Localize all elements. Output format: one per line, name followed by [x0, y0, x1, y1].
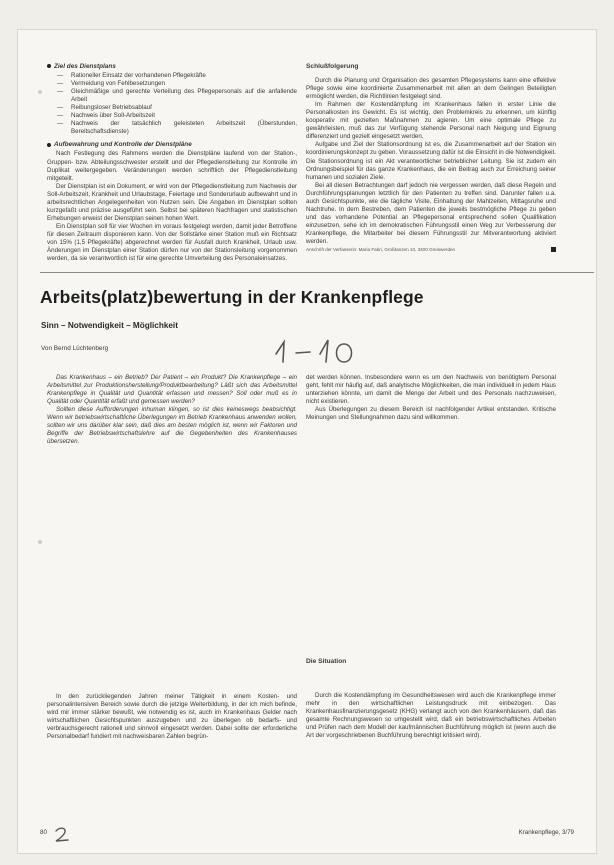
bullet-icon	[47, 143, 51, 147]
journal-reference: Krankenpflege, 3/79	[518, 829, 574, 836]
upper-left-column	[47, 63, 297, 263]
section-heading-goal: Ziel des Dienstplans	[47, 63, 297, 71]
section-heading-situation: Die Situation	[306, 658, 347, 665]
list-item: — Reibungsloser Betriebsablauf	[57, 104, 297, 112]
goal-list	[47, 72, 297, 136]
paragraph: Bei all diesen Betrachtungen darf jedoch nie vergessen werden, daß diese Regeln und Durchführungsplanungen letztlich für den Patienten zu treffen sind. Darunter fallen u.a. auch Gesichtspunkte, wie die tägliche Visite, Einhaltung der Mahlzeiten, Mittagsruhe und Nachtruhe. In dem Bestreben, dem Patienten die jeweils bestmögliche Pflege zu geben und das vorhandene Potential an Pflegepersonal entsprechend sollen Qualifikation einzusetzen, sehe ich im demokratischen Führungsstil einen Weg zur Verbesserung der Krankenpflege, die Mitarbeiter bei diesem Führungsstil zur Mitverantwortung aktiviert werden.	[306, 181, 556, 245]
article-left-column-body	[47, 693, 297, 741]
bullet-icon	[47, 64, 51, 68]
article-right-column	[306, 374, 556, 422]
paragraph: det werden können. Insbesondere wenn es um den Nachweis von benötigtem Personal geht, fehlt mir häufig auf, daß analytische Möglichkeiten, die man individuell in jedem Haus unterziehen könnte, um damit die Menge der Arbeit und des Personals nachzuweisen, nicht existieren.	[306, 374, 556, 406]
paragraph: Aus Überlegungen zu diesem Bereich ist nachfolgender Artikel entstanden. Kritische Meinungen und Stellungnahmen dazu sind willkommen.	[306, 406, 556, 422]
paragraph: In den zurückliegenden Jahren meiner Tätigkeit in einem Kosten- und personalintensiven Bereich sowie durch die jetzige Weiterbildung, in der ich mich befinde, wird mir immer stärker bewußt, wie notwendig es ist, auch im Krankenhaus Gelder nach wirtschaftlichen Gesichtspunkten auszugeben und zu überlegen ob bedarfs- und verbrauchsgerecht rationell und sinnvoll eingesetzt werden. Dabei sollte der erforderliche Personalbedarf fundiert mit nachweisbaren Zahlen begrün-	[47, 693, 297, 741]
handwritten-page-mark	[52, 826, 74, 844]
intro-paragraph: Sollten diese Aufforderungen inhuman klingen, so ist dies keineswegs beabsichtigt. Wenn wir betriebswirtschaftliche Überlegungen im Betrieb Krankenhaus anwenden wollen, sollten wir uns darüber klar sein, daß dies am besten möglich ist, wenn wir Faktoren und Begriffe der Betriebswirtschaftslehre auf die Gegebenheiten des Krankenhauses übersetzen.	[47, 406, 297, 446]
article-author: Von Bernd Lüchtenberg	[41, 345, 109, 352]
handwritten-text: 1 - 10	[262, 332, 265, 333]
section-divider	[40, 272, 594, 273]
list-item: — Vermeidung von Fehlbesetzungen	[57, 80, 297, 88]
situation-body	[306, 692, 556, 740]
punch-hole	[38, 540, 42, 544]
intro-paragraph: Das Krankenhaus – ein Betrieb? Der Patient – ein Produkt? Die Krankenpflege – ein Arbeitsmittel zur Produktionsherstellung/Produktbearbeitung? Läßt sich das Arbeitsmittel Krankenpflege in Qualität und Quantität erfassen und messen? Soll oder muß es in Qualität oder Quantität erfaßt und gemessen werden?	[47, 374, 297, 406]
article-left-column	[47, 374, 297, 446]
paragraph: Ein Dienstplan soll für vier Wochen im voraus festgelegt werden, damit jeder Betroffene für diesen Zeitraum disponieren kann. Von der Sollstärke einer Station muß ein Richtsatz von 15% (1,5 Pflegekräfte) abgerechnet werden für Ausfall durch Krankheit, Urlaub usw. Änderungen im Dienstplan einer Station dürfen nur von der Stationsleitung vorgenommen werden, da sie verantwortlich ist für eine gerechte Umverteilung des Personaleinsatzes.	[47, 222, 297, 263]
paragraph: Im Rahmen der Kostendämpfung im Krankenhaus fallen in erster Linie die Personalkosten ins Gewicht. Es ist wichtig, den Problemkreis zu erkennen, um künftig kooperativ mit gezielten Maßnahmen zu agieren. Um eine optimale Pflege zu gewährleisten, muß das zur Verfügung stehende Personal nach Neigung und Eignung differenziert und gezielt eingesetzt werden.	[306, 101, 556, 141]
list-item: — Nachweis über Soll-Arbeitszeit	[57, 112, 297, 120]
list-item: — Gleichmäßige und gerechte Verteilung des Pflegepersonals auf die anfallende Arbeit	[57, 88, 297, 104]
svg-text:2: 2	[52, 826, 53, 827]
paragraph: Aufgabe und Ziel der Stationsordnung ist es, die Zusammenarbeit auf der Station ein koordinierungskonzept zu geben. Voraussetzung dafür ist die Einsicht in die Notwendigkeit. Die Stationsordnung ist ein Akt verantwortlicher betrieblicher Leitung. Sie ist zudem ein Ordnungsbeispiel für das ganze Krankenhaus, die ein Beitrag auch zur Erreichung seiner humanen und sozialen Ziele.	[306, 141, 556, 181]
upper-right-column	[306, 63, 556, 254]
section-heading-conclusion: Schlußfolgerung	[306, 63, 359, 70]
section-heading-storage: Aufbewahrung und Kontrolle der Dienstpläne	[47, 141, 297, 149]
list-item: — Rationeller Einsatz der vorhandenen Pflegekräfte	[57, 72, 297, 80]
paragraph: Durch die Planung und Organisation des gesamten Pflegesystems kann eine effektive Pflege sowie eine koordinierte Zusammenarbeit mit allen an dem Gelingen Beteiligten ermöglicht werden, die Richtlinien festgelegt sind.	[306, 77, 556, 101]
paragraph: Nach Festlegung des Rahmens werden die Dienstpläne laufend von der Station-, Gruppen- bzw. Abteilungsschwester erstellt und der Pflegedienstleitung zur Kontrolle im Duplikat weitergegeben. Veränderungen werden schriftlich der Pflegedienstleitung mitgeteilt.	[47, 150, 297, 182]
paragraph: Durch die Kostendämpfung im Gesundheitswesen wird auch die Krankenpflege immer mehr in den wirtschaftlichen Leistungsdruck mit einbezogen. Das Krankenhausfinanzierungsgesetz (KHG) verlangt auch von den Krankenhäusern, daß das gesamte Rechnungswesen so umgestellt wird, daß ein betriebswirtschaftliches Arbeiten und Prüfen nach dem Modell der kaufmännischen Buchführung möglich ist (wenn auch die Art der vorgeschriebenen Buchführung berechtigt kritisiert wird).	[306, 692, 556, 740]
handwritten-annotation	[262, 332, 372, 366]
punch-hole	[38, 90, 42, 94]
author-address: Anschrift der Verfasserin: Maria Fabri, Großtanzen 10, 3400 Greiswerden	[306, 246, 556, 254]
situation-section	[306, 658, 556, 672]
page-number: 80	[40, 829, 47, 836]
paragraph: Der Dienstplan ist ein Dokument, er wird von der Pflegedienstleitung zum Nachweis der Soll-Arbeitszeit, Krankheit und Urlaubstage, Feiertage und Sonderurlaub aufbewahrt und in arbeitsrechtlichen Angelegenheiten von Nutzen sein. Die Angaben im Dienstplan sollten kurzgefaßt und präzise ausgeführt sein. Selbst bei späteren Nachfragen und statistischen Erhebungen erweist der Dienstplan seinen hohen Wert.	[47, 182, 297, 222]
end-mark-icon	[551, 247, 556, 252]
article-subtitle: Sinn – Notwendigkeit – Möglichkeit	[41, 321, 178, 330]
article-title: Arbeits(platz)bewertung in der Krankenpflege	[40, 287, 424, 307]
list-item: — Nachweis der tatsächlich geleisteten Arbeitszeit (Überstunden, Bereitschaftsdienste)	[57, 120, 297, 136]
